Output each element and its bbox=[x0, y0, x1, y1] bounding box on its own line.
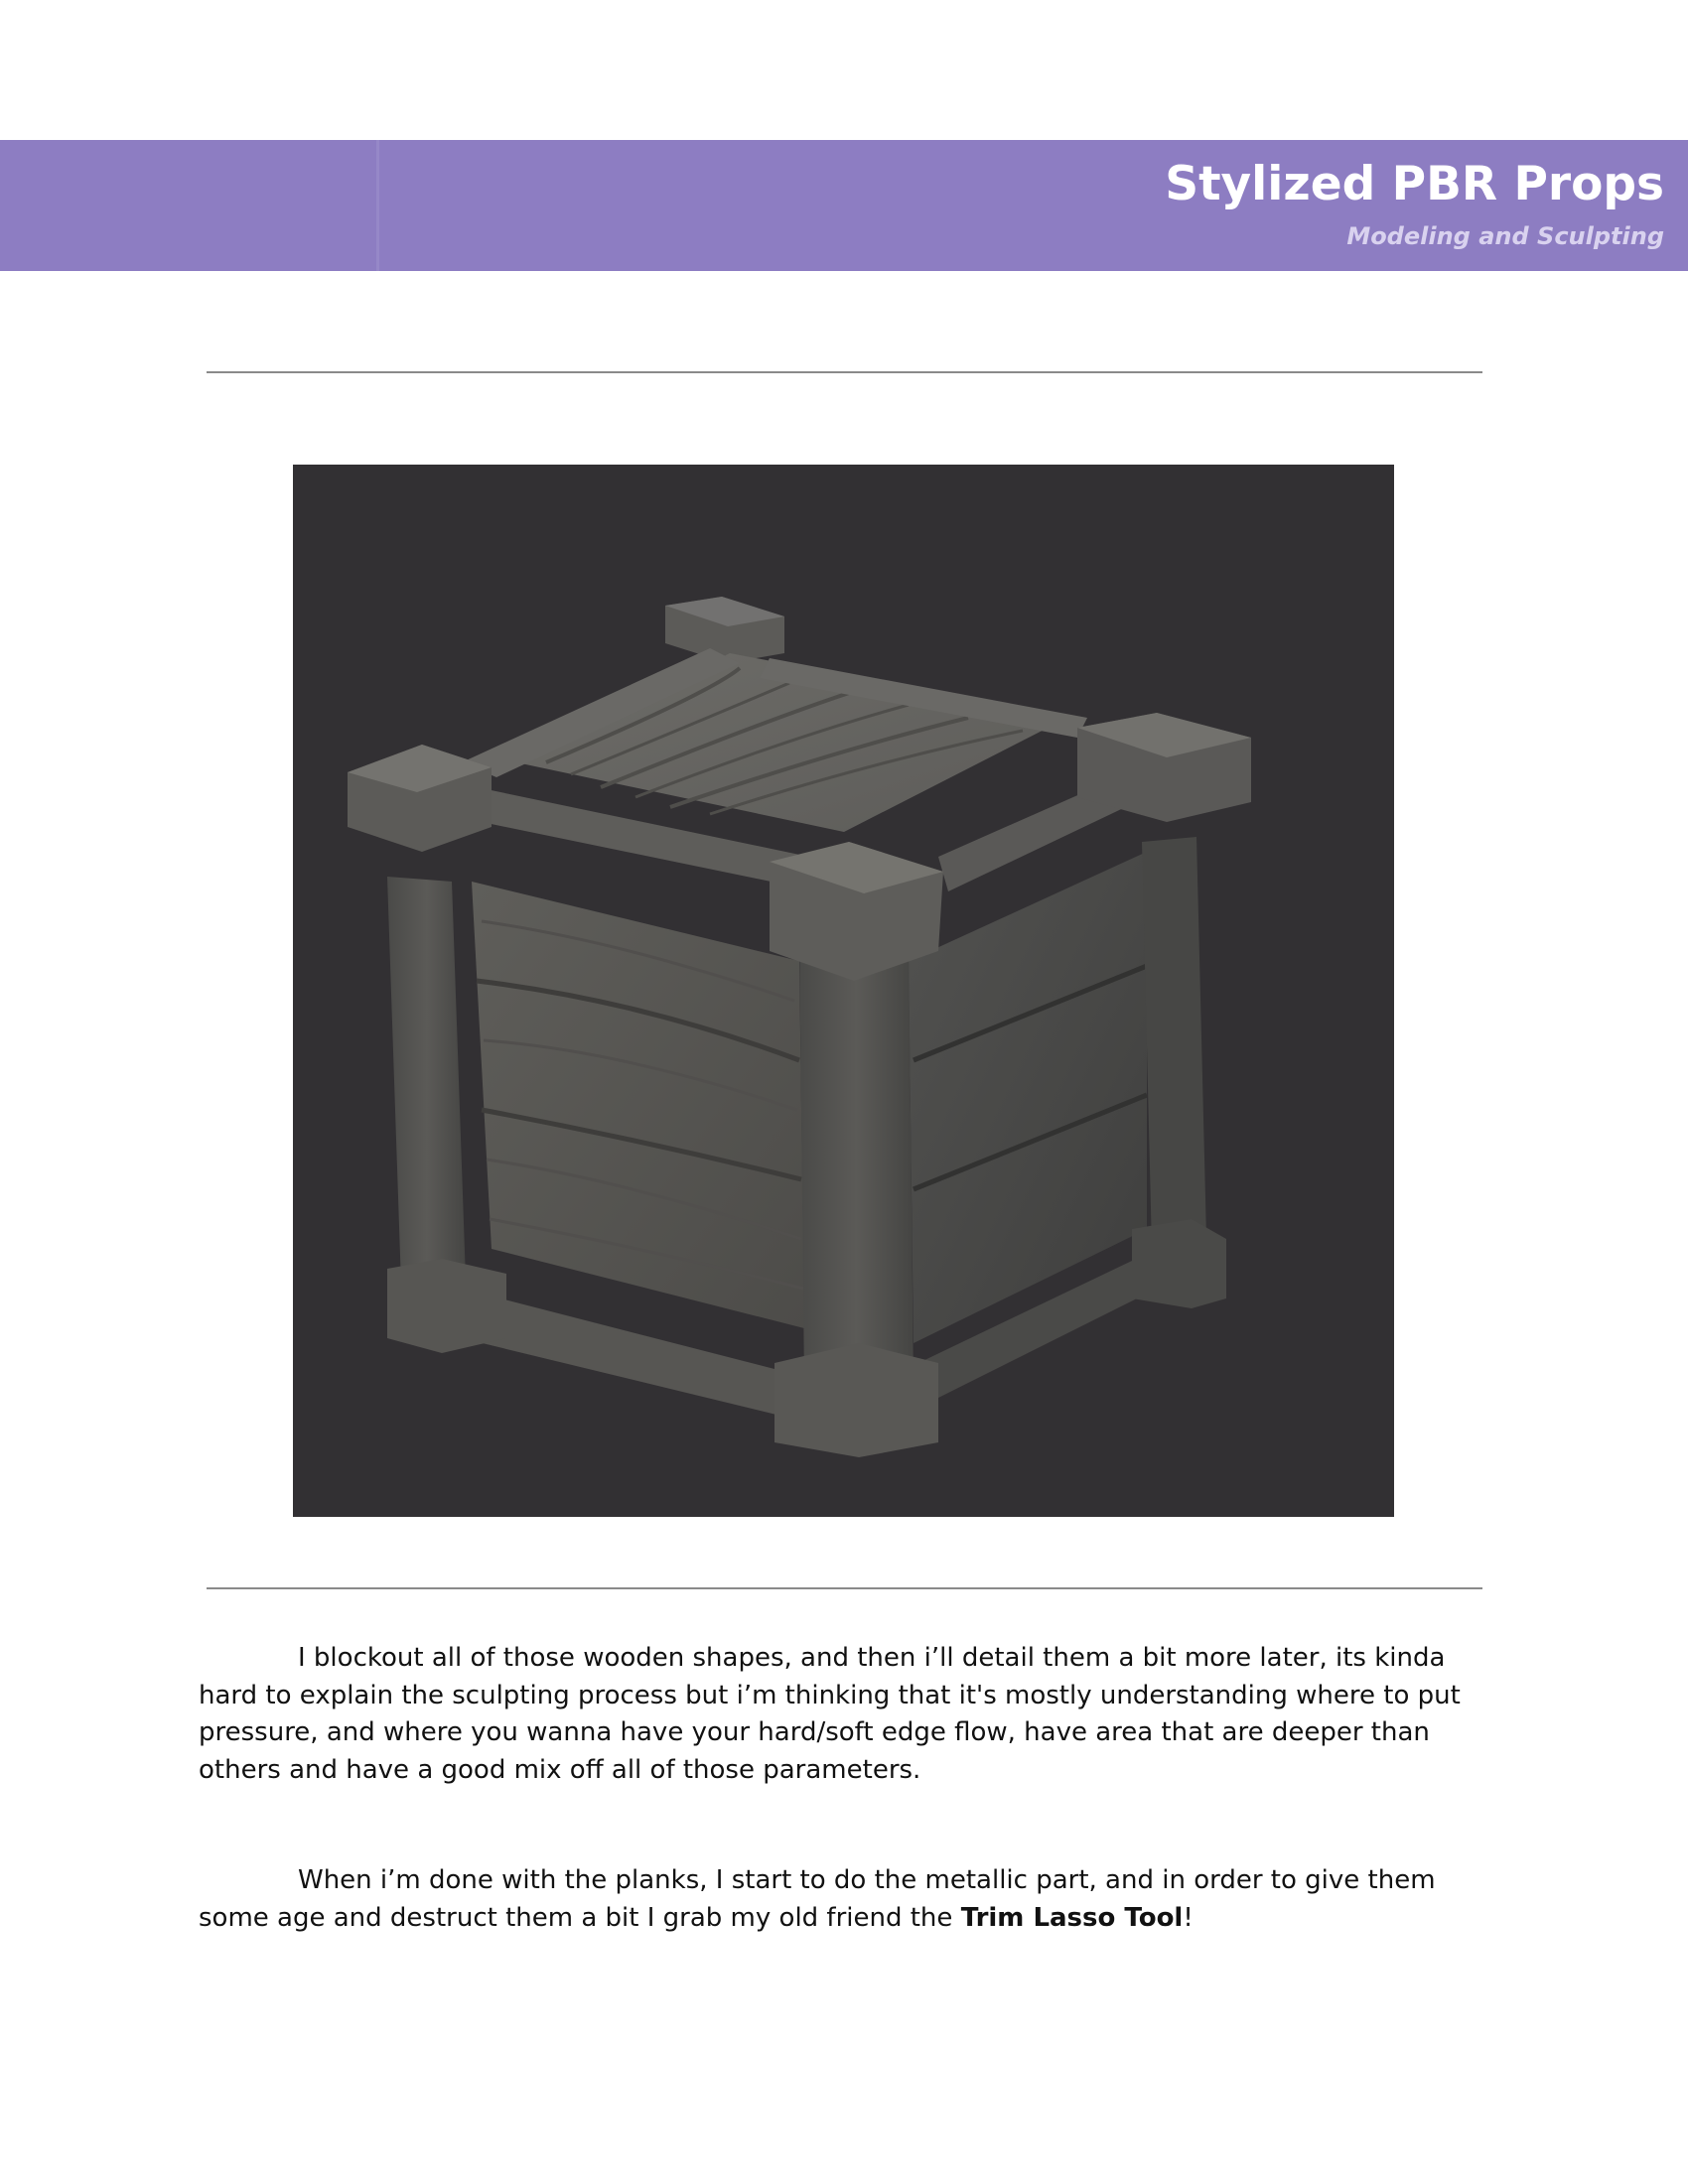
body-paragraph-2-end: ! bbox=[1183, 1902, 1194, 1933]
crate-side-face bbox=[909, 852, 1147, 1343]
page-title: Stylized PBR Props bbox=[1165, 157, 1664, 211]
right-post bbox=[1142, 837, 1206, 1249]
crate-front-face bbox=[472, 882, 804, 1328]
bottom-divider bbox=[207, 1587, 1482, 1589]
body-paragraph-2 bbox=[199, 1862, 1489, 1937]
left-post bbox=[387, 877, 467, 1313]
header-divider bbox=[376, 140, 379, 271]
bottom-front-corner-cap bbox=[774, 1343, 938, 1457]
body-paragraph-1: I blockout all of those wooden shapes, and then i’ll detail them a bit more later, its kinda hard to explain the sculpting process but i’m thinking that it's mostly understanding where to put pressure, and where you wanna have your hard/soft edge flow, have area that are deeper than others and have a good mix off all of those parameters. bbox=[199, 1643, 1461, 1785]
crate-figure bbox=[293, 465, 1394, 1517]
bottom-right-corner-cap bbox=[1132, 1219, 1226, 1308]
center-post bbox=[799, 931, 914, 1388]
top-divider bbox=[207, 371, 1482, 373]
bottom-left-corner-cap bbox=[387, 1259, 506, 1353]
page-subtitle: Modeling and Sculpting bbox=[1346, 222, 1664, 250]
body-paragraph-2-text: When i’m done with the planks, I start to do the metallic part, and in order to give them some age and destruct them a bit I grab my old friend the bbox=[199, 1865, 1436, 1933]
trim-lasso-tool-emphasis: Trim Lasso Tool bbox=[960, 1902, 1184, 1933]
crate-illustration bbox=[293, 465, 1394, 1517]
